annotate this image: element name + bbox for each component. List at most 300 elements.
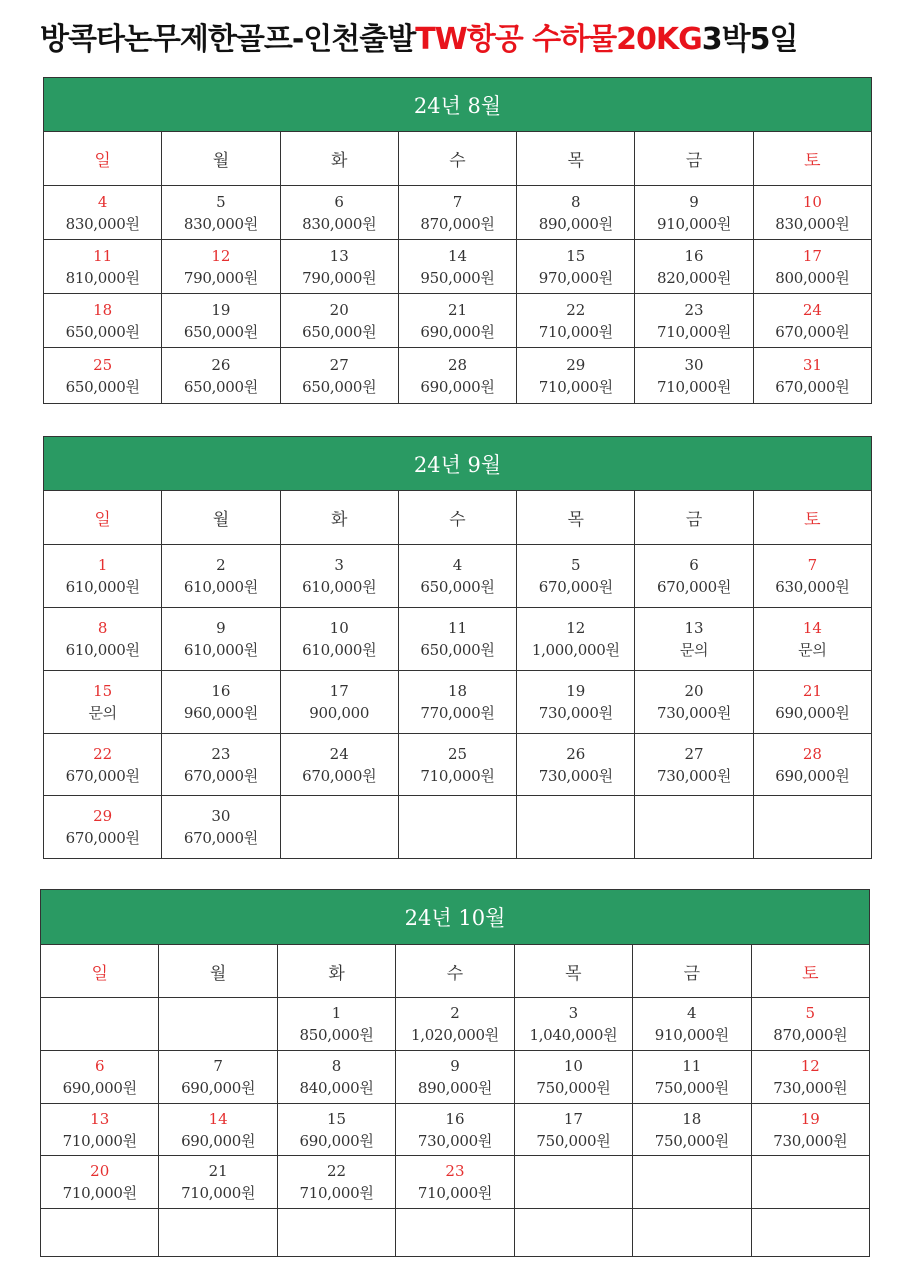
- day-number: 19: [800, 1109, 820, 1128]
- day-price: 문의: [679, 641, 709, 659]
- weekday-label: 토: [753, 132, 871, 186]
- week-row: [44, 608, 872, 671]
- day-cell: [398, 796, 516, 859]
- day-number: 23: [684, 300, 704, 319]
- day-price: 670,000원: [302, 766, 377, 785]
- day-price: 670,000원: [656, 578, 732, 596]
- day-price: 650,000원: [420, 578, 495, 596]
- day-price: 650,000원: [302, 322, 377, 341]
- day-number: 27: [329, 355, 349, 374]
- day-number: 17: [563, 1109, 583, 1128]
- day-cell: [398, 186, 516, 240]
- day-number: 14: [802, 619, 822, 637]
- day-price: 690,000원: [299, 1131, 374, 1150]
- day-cell: [514, 1051, 632, 1104]
- weekday-label: 목: [514, 945, 632, 998]
- day-cell: [162, 671, 280, 734]
- day-price: 650,000원: [183, 377, 258, 396]
- weekday-label: 일: [44, 491, 162, 545]
- day-number: 1: [331, 1004, 342, 1022]
- day-number: 6: [334, 192, 344, 211]
- day-number: 12: [800, 1057, 820, 1075]
- day-cell: [517, 608, 635, 671]
- day-cell: [277, 1156, 395, 1209]
- week-row: [44, 796, 872, 859]
- day-number: 22: [566, 300, 586, 319]
- day-number: 4: [452, 556, 463, 574]
- day-cell: [280, 734, 398, 796]
- day-cell: [635, 796, 753, 859]
- day-cell: [751, 1051, 870, 1104]
- day-number: 2: [216, 556, 226, 574]
- day-number: 11: [447, 619, 468, 637]
- day-number: 8: [97, 619, 108, 637]
- day-price: 710,000원: [181, 1184, 256, 1202]
- day-number: 9: [216, 619, 226, 637]
- week-row: [41, 1104, 870, 1156]
- day-price: 610,000원: [183, 641, 258, 659]
- day-number: 28: [802, 744, 822, 763]
- day-price: 870,000원: [420, 214, 495, 233]
- day-number: 23: [445, 1162, 465, 1180]
- day-cell: [753, 608, 871, 671]
- weekday-label: 월: [159, 945, 277, 998]
- day-cell: [517, 545, 635, 608]
- day-price: 730,000원: [538, 766, 613, 785]
- day-number: 18: [447, 682, 468, 700]
- day-number: 20: [90, 1162, 110, 1180]
- title-airline: TW항공 수하물20KG: [415, 22, 702, 57]
- weekday-label: 금: [633, 945, 751, 998]
- weekday-label: 화: [280, 132, 398, 186]
- day-cell: [633, 998, 751, 1051]
- day-cell: [44, 545, 162, 608]
- month-header: 24년 8월: [44, 78, 872, 132]
- day-number: 5: [216, 192, 226, 211]
- day-price: 730,000원: [417, 1131, 493, 1150]
- day-cell: [159, 1051, 277, 1104]
- day-cell: [517, 240, 635, 294]
- day-cell: [517, 294, 635, 348]
- day-number: 22: [93, 744, 113, 763]
- day-price: 830,000원: [302, 214, 377, 233]
- day-cell: [398, 545, 516, 608]
- day-cell: [517, 348, 635, 404]
- day-cell: [753, 796, 871, 859]
- day-cell: [635, 734, 753, 796]
- day-cell: [753, 734, 871, 796]
- day-number: 21: [208, 1162, 228, 1180]
- day-cell: [635, 240, 753, 294]
- day-cell: [44, 796, 162, 859]
- day-cell: [635, 348, 753, 404]
- day-number: 6: [94, 1057, 105, 1075]
- day-price: 850,000원: [299, 1026, 374, 1044]
- month-header: 24년 10월: [41, 890, 870, 945]
- weekday-label: 금: [635, 491, 753, 545]
- day-number: 22: [327, 1162, 347, 1180]
- day-cell: [753, 671, 871, 734]
- day-price: 650,000원: [183, 322, 258, 341]
- day-number: 13: [329, 246, 349, 265]
- day-price: 690,000원: [420, 322, 495, 341]
- day-cell: [396, 1051, 514, 1104]
- day-cell: [753, 294, 871, 348]
- day-cell: [277, 998, 395, 1051]
- weekday-label: 일: [44, 132, 162, 186]
- day-number: 8: [331, 1057, 342, 1075]
- day-number: 29: [566, 355, 586, 374]
- day-price: 730,000원: [656, 766, 732, 785]
- week-row: [44, 186, 872, 240]
- day-number: 8: [570, 192, 581, 211]
- weekday-label: 토: [753, 491, 871, 545]
- day-price: 750,000원: [536, 1079, 611, 1097]
- day-number: 21: [802, 682, 822, 700]
- weekday-label: 월: [162, 491, 280, 545]
- day-price: 750,000원: [654, 1079, 729, 1097]
- day-price: 670,000원: [775, 322, 850, 341]
- day-price: 950,000원: [420, 268, 495, 287]
- day-cell: [753, 348, 871, 404]
- day-cell: [162, 545, 280, 608]
- calendar-october: [40, 889, 870, 1257]
- day-price: 730,000원: [656, 704, 732, 722]
- day-price: 1,000,000원: [531, 641, 620, 659]
- day-price: 810,000원: [65, 268, 140, 287]
- weekday-label: 목: [517, 132, 635, 186]
- day-cell: [396, 1156, 514, 1209]
- day-price: 750,000원: [654, 1131, 729, 1150]
- day-price: 710,000원: [62, 1184, 137, 1202]
- day-price: 710,000원: [538, 377, 613, 396]
- day-cell: [280, 348, 398, 404]
- day-cell: [635, 608, 753, 671]
- day-cell: [162, 294, 280, 348]
- day-cell: [396, 1209, 514, 1257]
- day-cell: [277, 1104, 395, 1156]
- day-cell: [517, 671, 635, 734]
- day-cell: [277, 1051, 395, 1104]
- day-price: 610,000원: [302, 578, 377, 596]
- day-cell: [280, 294, 398, 348]
- week-row: [44, 734, 872, 796]
- day-price: 790,000원: [302, 268, 377, 287]
- weekday-label: 수: [398, 491, 516, 545]
- day-cell: [514, 1156, 632, 1209]
- day-number: 1: [97, 556, 108, 574]
- day-number: 19: [211, 300, 231, 319]
- day-number: 3: [334, 556, 344, 574]
- day-cell: [751, 998, 870, 1051]
- day-number: 16: [211, 682, 231, 700]
- day-price: 610,000원: [65, 578, 140, 596]
- day-price: 610,000원: [183, 578, 258, 596]
- day-cell: [41, 1104, 159, 1156]
- day-number: 27: [684, 744, 704, 763]
- day-price: 670,000원: [183, 829, 258, 847]
- day-number: 5: [805, 1004, 816, 1022]
- weekday-label: 화: [277, 945, 395, 998]
- day-price: 800,000원: [775, 268, 850, 287]
- day-number: 28: [447, 355, 468, 374]
- day-cell: [753, 240, 871, 294]
- day-price: 900,000: [309, 704, 370, 722]
- day-price: 910,000원: [654, 1026, 729, 1044]
- day-number: 14: [447, 246, 468, 265]
- day-cell: [280, 545, 398, 608]
- day-cell: [44, 734, 162, 796]
- day-number: 4: [687, 1004, 697, 1022]
- day-price: 970,000원: [538, 268, 613, 287]
- day-price: 870,000원: [773, 1026, 848, 1044]
- calendar-september: [43, 436, 872, 859]
- day-cell: [280, 186, 398, 240]
- day-cell: [162, 240, 280, 294]
- day-price: 710,000원: [656, 377, 732, 396]
- day-price: 670,000원: [538, 578, 613, 596]
- day-number: 15: [327, 1109, 347, 1128]
- day-price: 890,000원: [417, 1079, 493, 1097]
- day-number: 11: [682, 1057, 702, 1075]
- day-price: 830,000원: [183, 214, 258, 233]
- weekday-label: 수: [398, 132, 516, 186]
- day-price: 710,000원: [420, 766, 495, 785]
- day-price: 710,000원: [538, 322, 613, 341]
- day-price: 690,000원: [62, 1079, 137, 1097]
- day-price: 690,000원: [181, 1079, 256, 1097]
- day-price: 690,000원: [775, 766, 850, 785]
- day-price: 910,000원: [656, 214, 732, 233]
- day-price: 1,020,000원: [411, 1026, 499, 1044]
- day-number: 21: [447, 300, 468, 319]
- day-price: 730,000원: [773, 1131, 848, 1150]
- day-cell: [517, 734, 635, 796]
- day-number: 30: [211, 807, 231, 825]
- day-price: 710,000원: [417, 1184, 493, 1202]
- week-row: [44, 294, 872, 348]
- day-price: 690,000원: [420, 377, 495, 396]
- day-number: 14: [208, 1109, 228, 1128]
- day-price: 960,000원: [183, 704, 258, 722]
- weekday-label: 일: [41, 945, 159, 998]
- weekday-label: 금: [635, 132, 753, 186]
- day-number: 6: [689, 556, 699, 574]
- day-price: 830,000원: [65, 214, 140, 233]
- day-price: 650,000원: [420, 641, 495, 659]
- day-price: 670,000원: [65, 766, 140, 785]
- day-price: 670,000원: [65, 829, 140, 847]
- day-cell: [44, 348, 162, 404]
- day-cell: [159, 1156, 277, 1209]
- day-cell: [44, 294, 162, 348]
- day-number: 13: [90, 1109, 110, 1128]
- day-number: 20: [329, 300, 349, 319]
- day-cell: [41, 1156, 159, 1209]
- day-price: 690,000원: [181, 1131, 256, 1150]
- weekday-label: 수: [396, 945, 514, 998]
- day-price: 610,000원: [65, 641, 140, 659]
- day-number: 10: [329, 619, 349, 637]
- day-price: 710,000원: [299, 1184, 374, 1202]
- week-row: [41, 1051, 870, 1104]
- day-number: 24: [329, 744, 349, 763]
- day-cell: [398, 240, 516, 294]
- day-price: 840,000원: [299, 1079, 374, 1097]
- day-cell: [159, 1209, 277, 1257]
- day-cell: [277, 1209, 395, 1257]
- day-price: 670,000원: [183, 766, 258, 785]
- week-row: [44, 240, 872, 294]
- week-row: [41, 1156, 870, 1209]
- day-price: 문의: [88, 704, 117, 722]
- day-number: 25: [93, 355, 113, 374]
- day-cell: [635, 545, 753, 608]
- day-number: 18: [93, 300, 113, 319]
- day-number: 13: [684, 619, 704, 637]
- day-cell: [398, 348, 516, 404]
- day-number: 10: [802, 192, 822, 211]
- day-cell: [162, 734, 280, 796]
- day-price: 820,000원: [656, 268, 732, 287]
- day-cell: [751, 1209, 870, 1257]
- day-number: 15: [93, 682, 113, 700]
- weekday-label: 토: [751, 945, 870, 998]
- day-number: 17: [329, 682, 349, 700]
- day-number: 16: [684, 246, 704, 265]
- day-cell: [398, 294, 516, 348]
- day-cell: [41, 1209, 159, 1257]
- calendar-august: [43, 77, 872, 404]
- day-number: 26: [566, 744, 586, 763]
- title-main: 방콕타논무제한골프-인천출발: [40, 22, 416, 57]
- week-row: [41, 998, 870, 1051]
- day-cell: [633, 1104, 751, 1156]
- day-cell: [162, 348, 280, 404]
- title-duration: 3박5일: [701, 22, 798, 57]
- page-title: [40, 18, 880, 62]
- day-price: 730,000원: [773, 1079, 848, 1097]
- day-price: 1,040,000원: [529, 1026, 618, 1044]
- day-number: 16: [445, 1109, 465, 1128]
- day-cell: [396, 1104, 514, 1156]
- day-price: 790,000원: [183, 268, 258, 287]
- day-number: 7: [452, 192, 463, 211]
- day-cell: [280, 608, 398, 671]
- day-number: 17: [802, 246, 822, 265]
- day-cell: [280, 671, 398, 734]
- day-number: 30: [684, 355, 704, 374]
- day-cell: [753, 545, 871, 608]
- day-cell: [635, 294, 753, 348]
- weekday-label: 월: [162, 132, 280, 186]
- day-price: 710,000원: [62, 1131, 137, 1150]
- day-price: 770,000원: [420, 704, 495, 722]
- day-cell: [517, 186, 635, 240]
- day-number: 26: [211, 355, 231, 374]
- day-number: 4: [97, 192, 108, 211]
- day-cell: [753, 186, 871, 240]
- day-cell: [517, 796, 635, 859]
- day-cell: [44, 186, 162, 240]
- day-price: 630,000원: [775, 578, 850, 596]
- day-price: 690,000원: [775, 704, 850, 722]
- day-price: 650,000원: [65, 377, 140, 396]
- day-cell: [44, 671, 162, 734]
- day-price: 830,000원: [775, 214, 850, 233]
- day-number: 11: [93, 246, 113, 265]
- month-header: 24년 9월: [44, 437, 872, 491]
- day-cell: [280, 796, 398, 859]
- day-number: 10: [563, 1057, 583, 1075]
- week-row: [41, 1209, 870, 1257]
- day-cell: [44, 240, 162, 294]
- day-cell: [398, 671, 516, 734]
- day-price: 730,000원: [538, 704, 613, 722]
- day-number: 23: [211, 744, 231, 763]
- week-row: [44, 545, 872, 608]
- day-cell: [162, 608, 280, 671]
- day-number: 12: [566, 619, 586, 637]
- day-cell: [514, 1104, 632, 1156]
- day-cell: [635, 671, 753, 734]
- day-number: 5: [570, 556, 581, 574]
- day-number: 29: [93, 807, 113, 825]
- day-number: 7: [807, 556, 818, 574]
- day-cell: [633, 1209, 751, 1257]
- day-number: 12: [211, 246, 231, 265]
- day-cell: [396, 998, 514, 1051]
- day-cell: [751, 1104, 870, 1156]
- day-number: 24: [802, 300, 822, 319]
- weekday-label: 목: [517, 491, 635, 545]
- day-price: 670,000원: [775, 377, 850, 396]
- day-price: 650,000원: [302, 377, 377, 396]
- day-cell: [514, 998, 632, 1051]
- day-number: 7: [213, 1057, 223, 1075]
- day-number: 18: [682, 1109, 702, 1128]
- day-number: 20: [684, 682, 704, 700]
- day-number: 15: [566, 246, 586, 265]
- day-price: 890,000원: [538, 214, 613, 233]
- day-cell: [633, 1156, 751, 1209]
- week-row: [44, 348, 872, 404]
- day-number: 9: [450, 1057, 460, 1075]
- day-price: 문의: [798, 641, 827, 659]
- day-cell: [398, 608, 516, 671]
- day-price: 610,000원: [302, 641, 377, 659]
- day-cell: [44, 608, 162, 671]
- weekday-label: 화: [280, 491, 398, 545]
- day-cell: [159, 1104, 277, 1156]
- day-price: 650,000원: [65, 322, 140, 341]
- day-cell: [635, 186, 753, 240]
- day-cell: [41, 1051, 159, 1104]
- day-number: 3: [568, 1004, 579, 1022]
- day-number: 25: [447, 744, 468, 763]
- week-row: [44, 671, 872, 734]
- day-price: 750,000원: [536, 1131, 611, 1150]
- day-cell: [162, 796, 280, 859]
- day-price: 710,000원: [656, 322, 732, 341]
- day-number: 19: [566, 682, 586, 700]
- day-cell: [398, 734, 516, 796]
- day-cell: [162, 186, 280, 240]
- day-cell: [159, 998, 277, 1051]
- day-cell: [280, 240, 398, 294]
- day-number: 9: [689, 192, 699, 211]
- day-number: 2: [450, 1004, 460, 1022]
